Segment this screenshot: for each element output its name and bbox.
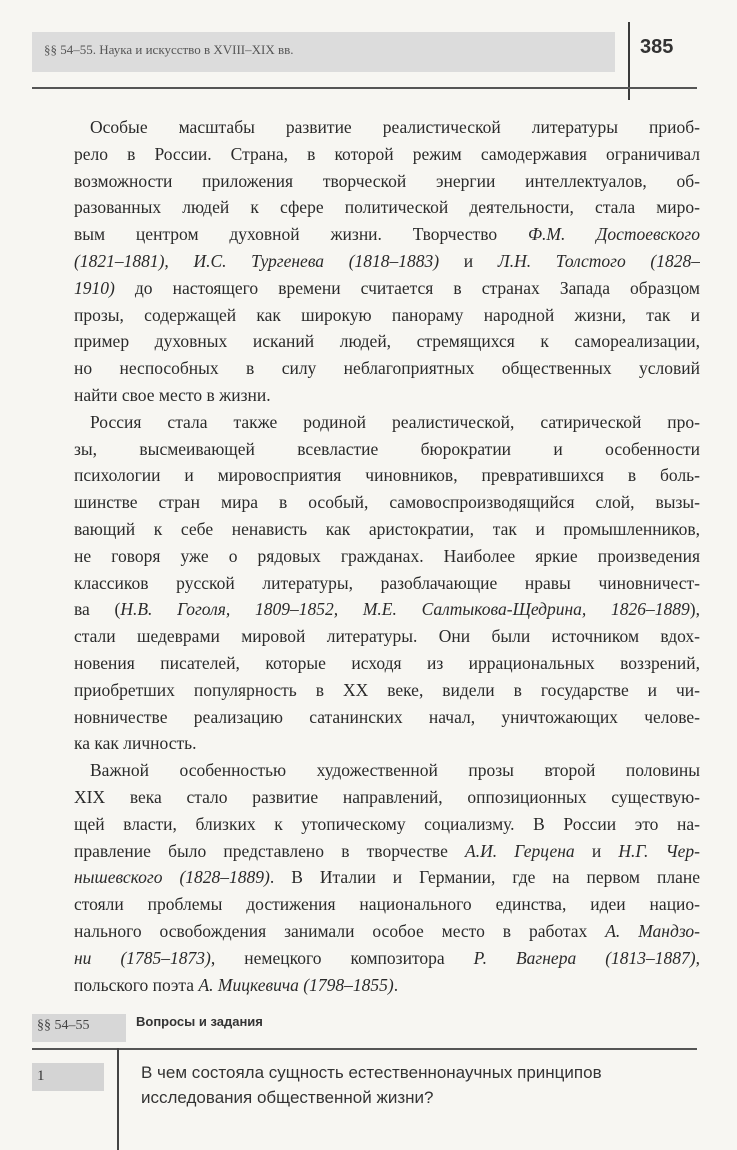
text-line: зы, высмеивающей всевластие бюрократии и особенности (74, 438, 700, 459)
text-line: стали шедеврами мировой литературы. Они были источником вдох- (74, 626, 700, 647)
text-line: щей власти, близких к утопическому социализму. В России это на- (74, 813, 700, 834)
text-line: приобретших популярность в XX веке, видели в государстве и чи- (74, 679, 700, 700)
text-line: ни (1785–1873), немецкого композитора Р. Вагнера (1813–1887), (74, 947, 700, 968)
questions-badge-label: §§ 54–55 (37, 1018, 90, 1033)
text-line: польского поэта А. Мицкевича (1798–1855). (74, 974, 399, 995)
text-line: найти свое место в жизни. (74, 384, 271, 405)
text-line: рело в России. Страна, в которой режим самодержавия ограничивал (74, 143, 700, 164)
question-number: 1 (37, 1068, 45, 1084)
text-line: новничестве реализацию сатанинских начал, уничтожающих челове- (74, 706, 700, 727)
text-line: прозы, содержащей как широкую панораму народной жизни, так и (74, 304, 700, 325)
question-text: В чем состояла сущность естественнонаучных принципов исследования общественной жизни? (141, 1063, 602, 1107)
text-line: нышевского (1828–1889). В Италии и Германии, где на первом плане (74, 867, 700, 888)
text-line: пример духовных исканий людей, стремящихся к самореализации, (74, 331, 700, 352)
text-line: 1910) до настоящего времени считается в странах Запада образцом (74, 277, 700, 298)
text-line: вым центром духовной жизни. Творчество Ф.М. Достоевского (74, 224, 700, 245)
running-header-title: §§ 54–55. Наука и искусство в XVIII–XIX вв. (44, 42, 294, 57)
text-line: Особые масштабы развитие реалистической литературы приоб- (90, 117, 700, 137)
text-line: (1821–1881), И.С. Тургенева (1818–1883) и Л.Н. Толстого (1828– (74, 250, 700, 271)
text-line: стояли проблемы достижения национального единства, идеи нацио- (74, 894, 700, 915)
text-line: вающий к себе ненависть как аристократии, так и промышленников, (74, 518, 700, 539)
text-line: разованных людей к сфере политической деятельности, стала миро- (74, 197, 700, 218)
text-line: нального освобождения занимали особое место в работах А. Мандзо- (74, 920, 700, 941)
text-line: новения писателей, которые исходя из иррациональных воззрений, (74, 652, 700, 673)
text-line: XIX века стало развитие направлений, оппозиционных существую- (74, 786, 700, 807)
text-line: правление было представлено в творчестве А.И. Герцена и Н.Г. Чер- (74, 840, 700, 861)
header-rule (32, 87, 697, 89)
page-number: 385 (640, 36, 674, 58)
text-line: но неспособных в силу неблагоприятных общественных условий (74, 358, 700, 379)
text-line: ва (Н.В. Гоголя, 1809–1852, М.Е. Салтыкова-Щедрина, 1826–1889), (74, 599, 700, 620)
text-line: ка как личность. (74, 733, 197, 754)
text-line: Россия стала также родиной реалистической, сатирической про- (90, 411, 700, 432)
questions-title: Вопросы и задания (136, 1014, 263, 1029)
questions-rule (32, 1048, 697, 1050)
text-line: Важной особенностью художественной прозы второй половины (90, 760, 700, 781)
text-line: не говоря уже о рядовых гражданах. Наиболее яркие произведения (74, 545, 700, 566)
text-line: возможности приложения творческой энергии интеллектуалов, об- (74, 170, 700, 191)
body-text (74, 114, 700, 998)
text-line: шинстве стран мира в особый, самовоспроизводящийся слой, вызы- (74, 492, 700, 513)
question-divider (117, 1048, 119, 1150)
text-line: психологии и мировосприятия чиновников, превратившихся в боль- (74, 465, 700, 486)
text-line: классиков русской литературы, разоблачающие нравы чиновничест- (74, 572, 700, 593)
